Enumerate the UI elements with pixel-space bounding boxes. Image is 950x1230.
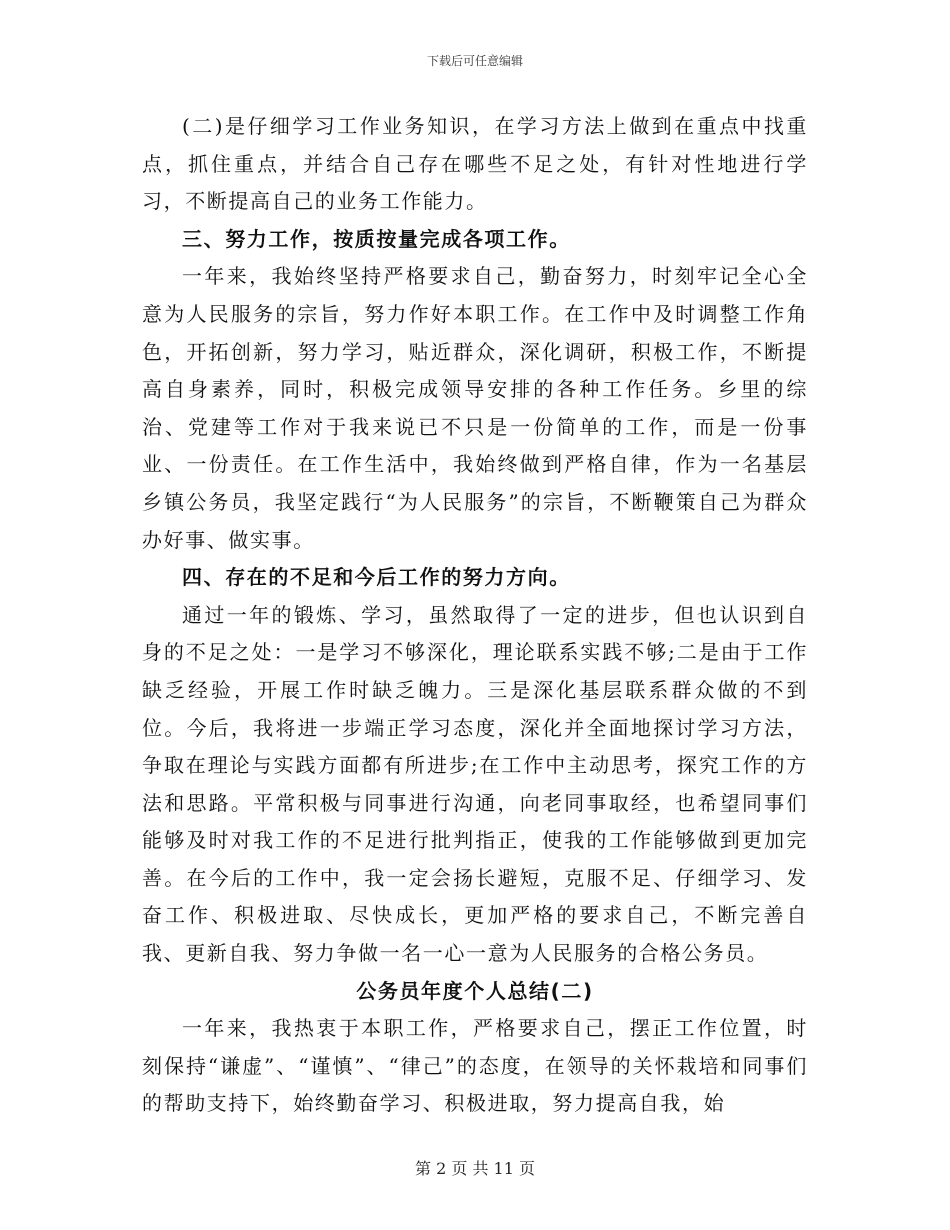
paragraph-shortcomings: 通过一年的锻炼、学习，虽然取得了一定的进步，但也认识到自身的不足之处：一是学习不够深化，理论联系实践不够;二是由于工作缺乏经验，开展工作时缺乏魄力。三是深化基层联系群众做的不到位。今后，我将进一步端正学习态度，深化并全面地探讨学习方法，争取在理论与实践方面都有所进步;在工作中主动思考，探究工作的方法和思路。平常积极与同事进行沟通，向老同事取经，也希望同事们能够及时对我工作的不足进行批判指正，使我的工作能够做到更加完善。在今后的工作中，我一定会扬长避短，克服不足、仔细学习、发奋工作、积极进取、尽快成长，更加严格的要求自己，不断完善自我、更新自我、努力争做一名一心一意为人民服务的合格公务员。 bbox=[142, 602, 808, 966]
paragraph-study-knowledge: (二)是仔细学习工作业务知识，在学习方法上做到在重点中找重点，抓住重点，并结合自己存在哪些不足之处，有针对性地进行学习，不断提高自己的业务工作能力。 bbox=[142, 114, 808, 214]
section-heading-four: 四、存在的不足和今后工作的努力方向。 bbox=[182, 565, 571, 590]
paragraph-work-effort: 一年来，我始终坚持严格要求自己，勤奋努力，时刻牢记全心全意为人民服务的宗旨，努力作好本职工作。在工作中及时调整工作角色，开拓创新，努力学习，贴近群众，深化调研，积极工作，不断提高自身素养，同时，积极完成领导安排的各种工作任务。乡里的综治、党建等工作对于我来说已不只是一份简单的工作，而是一份事业、一份责任。在工作生活中，我始终做到严格自律，作为一名基层乡镇公务员，我坚定践行“为人民服务”的宗旨，不断鞭策自己为群众办好事、做实事。 bbox=[142, 264, 808, 552]
document-body bbox=[142, 108, 808, 1123]
page-header-note: 下载后可任意编辑 bbox=[426, 54, 523, 68]
section-heading-three: 三、努力工作，按质按量完成各项工作。 bbox=[182, 226, 571, 251]
paragraph-part-two-intro: 一年来，我热衷于本职工作，严格要求自己，摆正工作位置，时刻保持“谦虚”、“谨慎”、“律己”的态度，在领导的关怀栽培和同事们的帮助支持下，始终勤奋学习、积极进取，努力提高自我，始 bbox=[142, 1016, 808, 1116]
document-title-part-two: 公务员年度个人总结(二) bbox=[356, 978, 594, 1003]
page-number-footer: 第 2 页 共 11 页 bbox=[415, 1159, 535, 1178]
